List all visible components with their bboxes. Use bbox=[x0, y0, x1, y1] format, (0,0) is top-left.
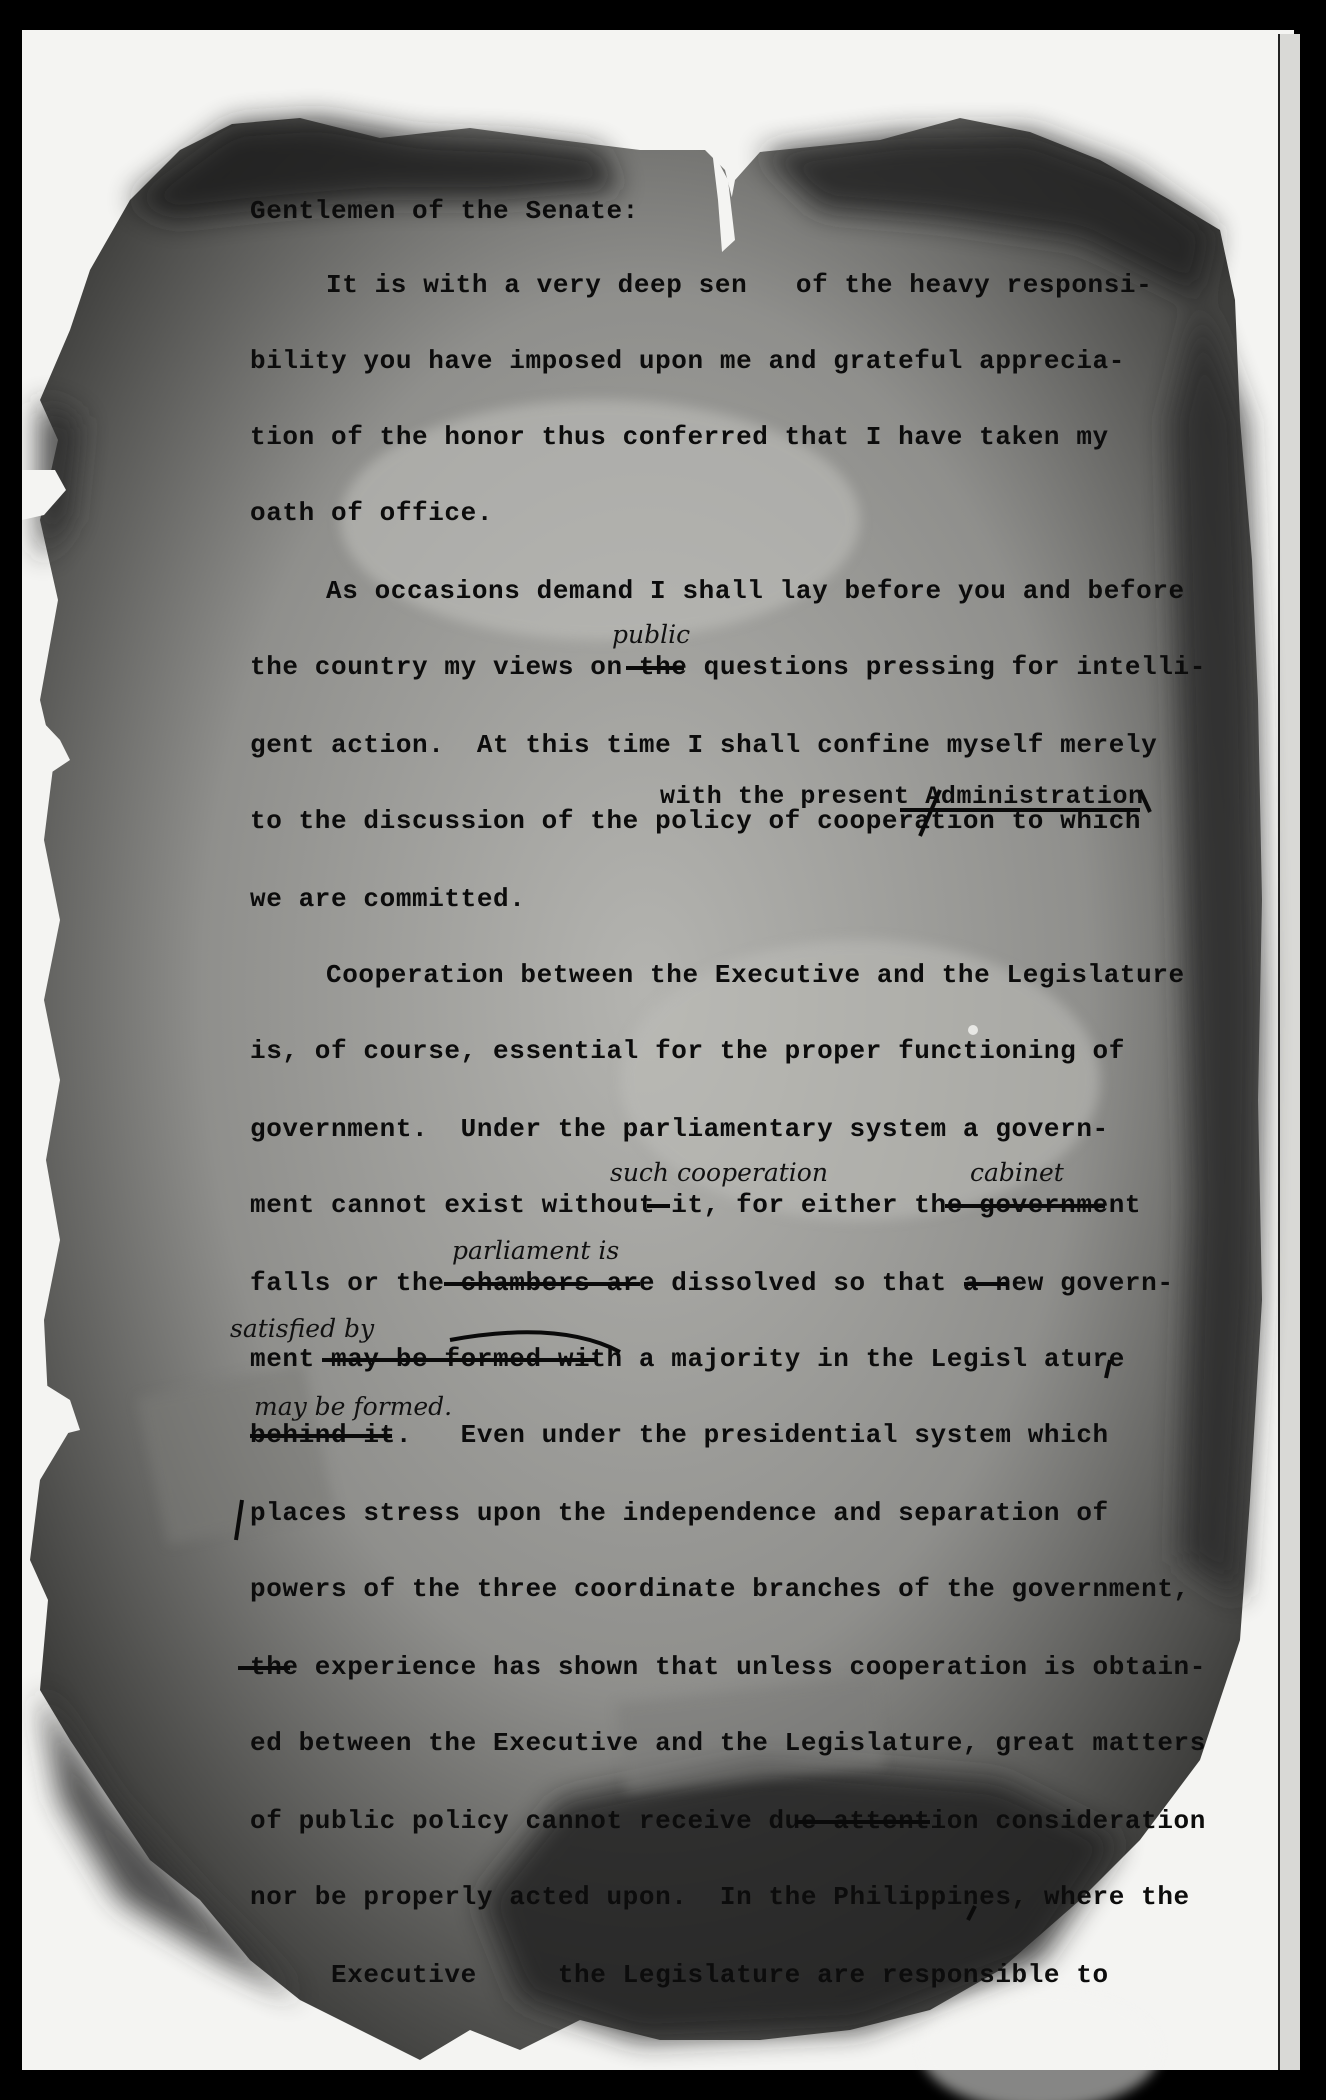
text-line: bility you have imposed upon me and grateful apprecia- bbox=[250, 346, 1125, 376]
text-line: Executive the Legislature are responsible to bbox=[250, 1960, 1109, 1990]
caret-mark bbox=[1140, 790, 1150, 812]
handwritten-insertion: satisfied by bbox=[230, 1314, 375, 1343]
margin-mark bbox=[236, 1500, 242, 1540]
handwritten-insertion: may be formed. bbox=[254, 1392, 453, 1421]
handwritten-insertion: such cooperation bbox=[610, 1158, 828, 1187]
text-line: gent action. At this time I shall confine myself merely bbox=[250, 730, 1158, 760]
comma-mark bbox=[1106, 1360, 1110, 1378]
text-line: to the discussion of the policy of cooperation to which bbox=[250, 806, 1142, 836]
text-line: oath of office. bbox=[250, 498, 494, 528]
caret-mark bbox=[920, 790, 940, 836]
text-line: we are committed. bbox=[250, 884, 526, 914]
text-line: It is with a very deep sen of the heavy responsi- bbox=[326, 270, 1153, 300]
text-line: behind it. Even under the presidential system which bbox=[250, 1420, 1109, 1450]
text-line: falls or the chambers are dissolved so that a new govern- bbox=[250, 1268, 1174, 1298]
handwritten-insertion: parliament is bbox=[452, 1236, 620, 1265]
text-line: Cooperation between the Executive and the Legislature bbox=[326, 960, 1185, 990]
text-line: ed between the Executive and the Legislature, great matters bbox=[250, 1728, 1206, 1758]
text-line: nor be properly acted upon. In the Philippines, where the bbox=[250, 1882, 1190, 1912]
insertion-line bbox=[450, 1332, 620, 1352]
text-line: ment cannot exist without it, for either the government bbox=[250, 1190, 1142, 1220]
handwritten-insertion: cabinet bbox=[970, 1158, 1064, 1187]
text-line: places stress upon the independence and separation of bbox=[250, 1498, 1109, 1528]
text-line: the country my views on the questions pressing for intelli- bbox=[250, 652, 1206, 682]
text-line: powers of the three coordinate branches of the government, bbox=[250, 1574, 1190, 1604]
typed-insertion: with the present Administration bbox=[660, 782, 1144, 811]
salutation: Gentlemen of the Senate: bbox=[250, 196, 639, 226]
text-line: government. Under the parliamentary system a govern- bbox=[250, 1114, 1109, 1144]
handwritten-insertion: public bbox=[612, 620, 691, 649]
comma-mark bbox=[968, 1906, 975, 1920]
text-line: tion of the honor thus conferred that I have taken my bbox=[250, 422, 1109, 452]
text-line: As occasions demand I shall lay before you and before bbox=[326, 576, 1185, 606]
text-line: ment may be formed with a majority in the Legisl ature bbox=[250, 1344, 1125, 1374]
text-line: is, of course, essential for the proper functioning of bbox=[250, 1036, 1125, 1066]
text-line: the experience has shown that unless cooperation is obtain- bbox=[250, 1652, 1206, 1682]
text-line: of public policy cannot receive due attention consideration bbox=[250, 1806, 1206, 1836]
